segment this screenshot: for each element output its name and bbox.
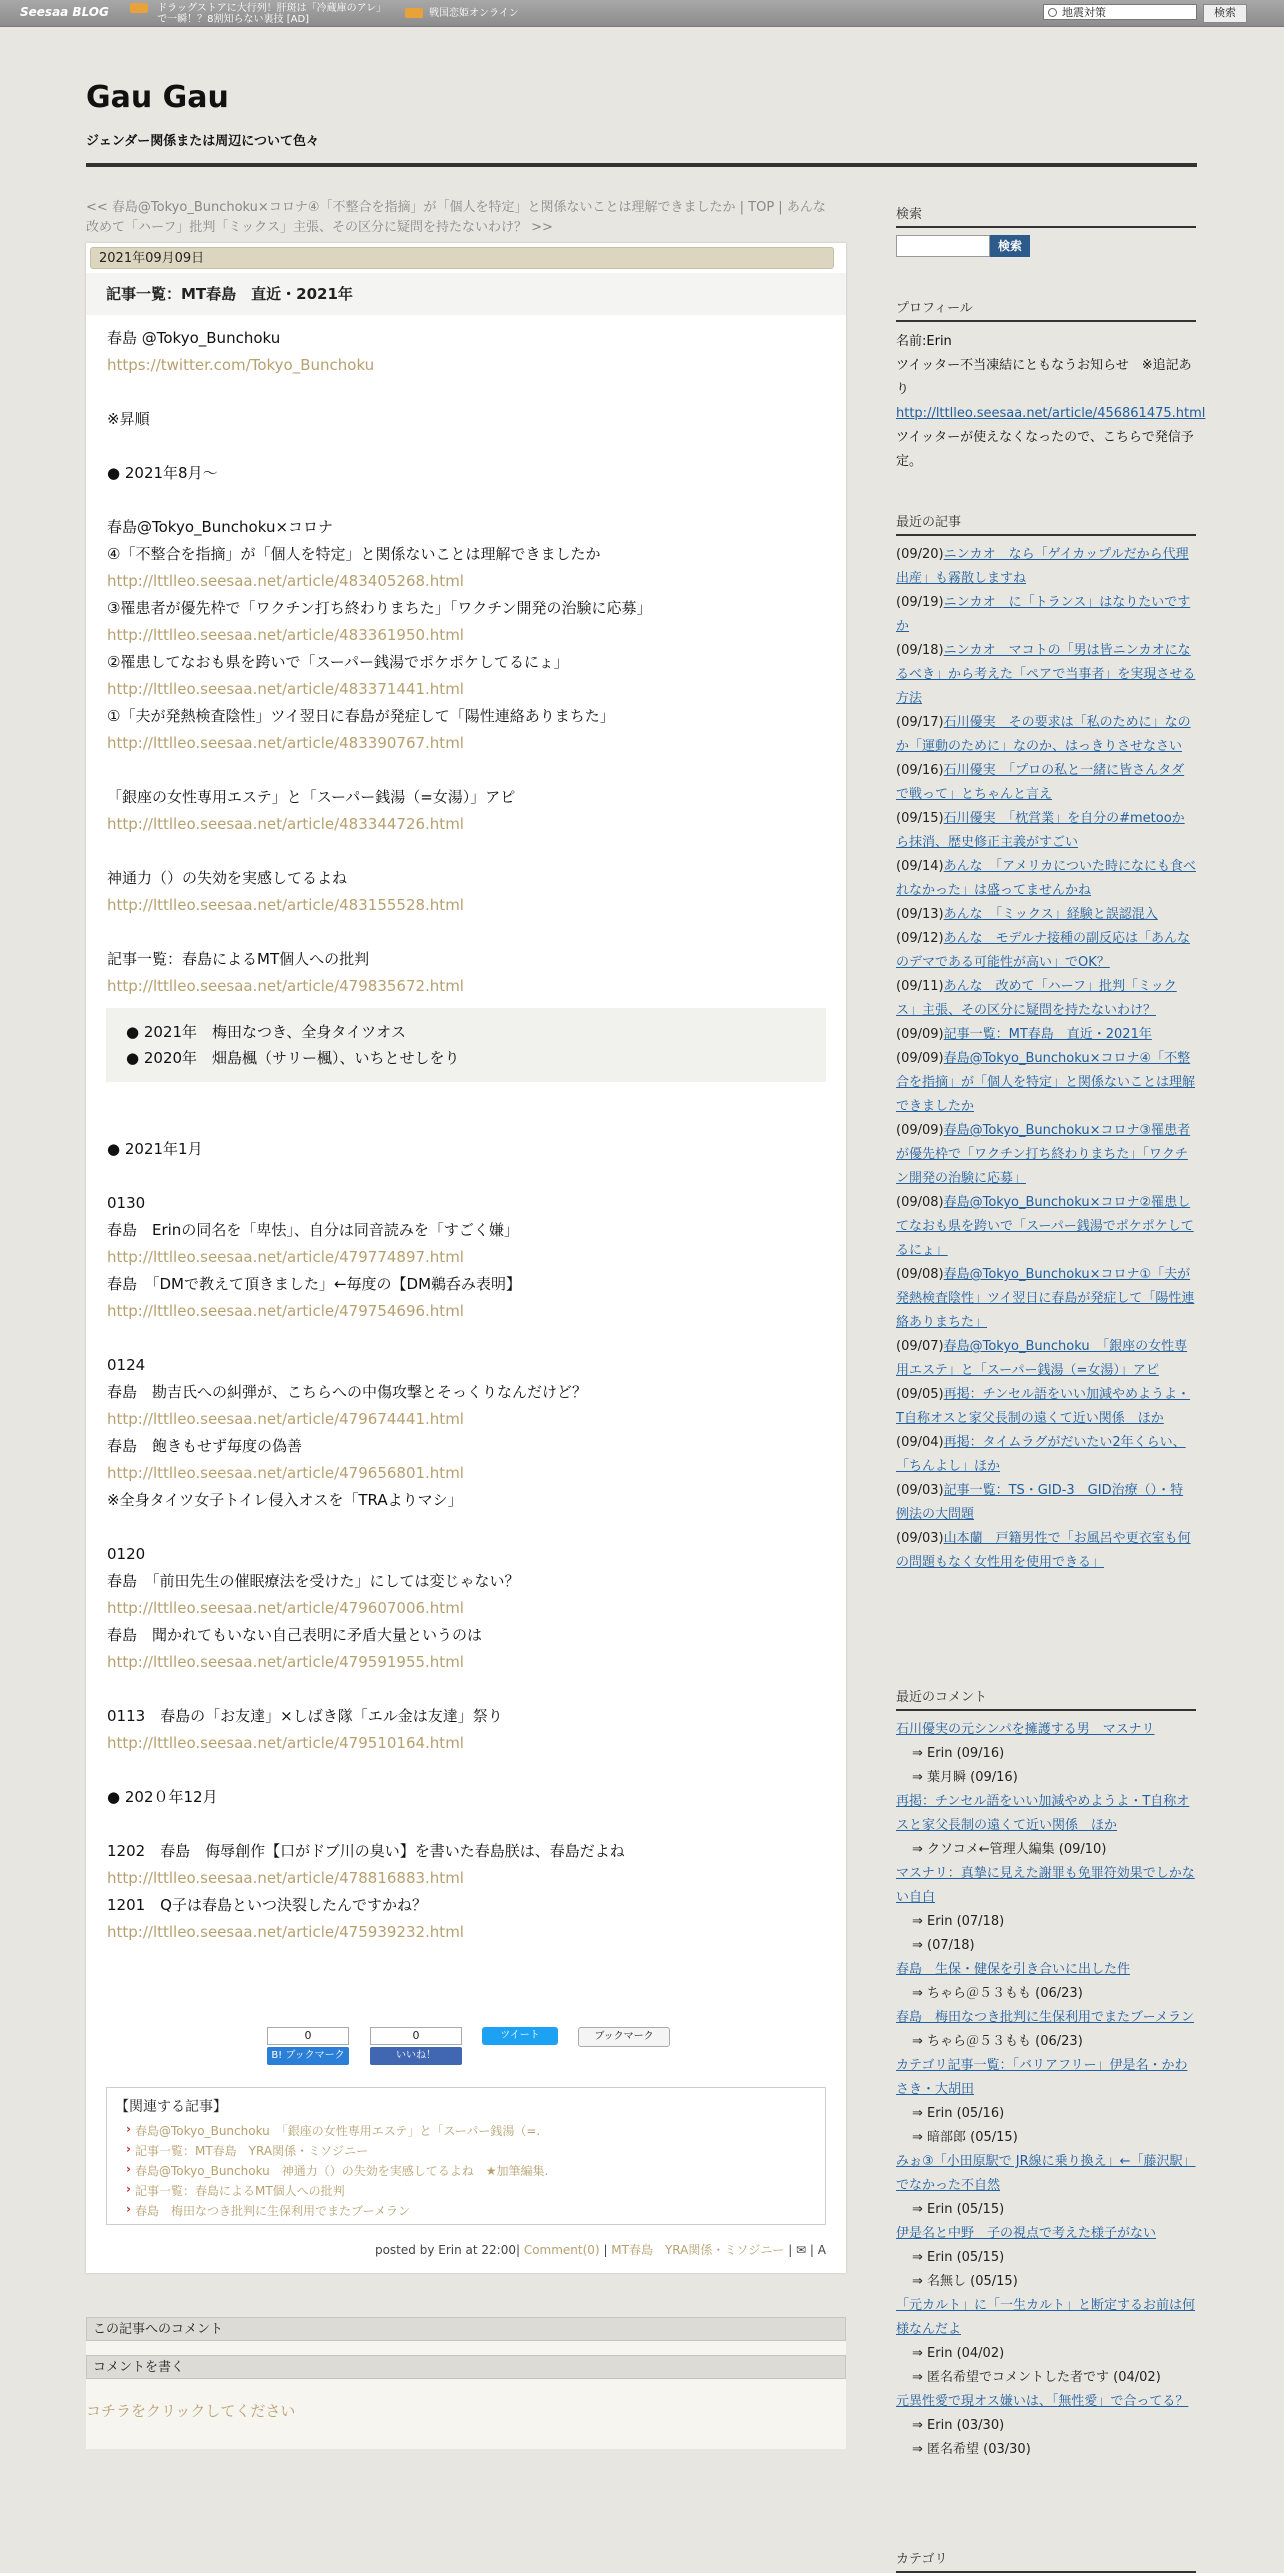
article-link[interactable]: http://lttlleo.seesaa.net/article/479674441.html: [107, 1410, 464, 1428]
profile-note: ツイッターが使えなくなったので、こちらで発信予定。: [896, 430, 1194, 469]
entry-text-line: 1201 Q子は春島といつ決裂したんですかね？: [107, 1896, 427, 1914]
recent-article-item: [896, 1335, 1196, 1383]
comment-reply-link[interactable]: ⇒ ちゃら＠５３もも (06/23): [912, 2034, 1083, 2049]
commented-article-link[interactable]: マスナリ：真摯に見えた謝罪も免罪符効果でしかない自白: [896, 1866, 1195, 1905]
profile-title: プロフィール: [896, 297, 1196, 322]
recent-article-date: (09/03): [896, 1531, 944, 1546]
recent-article-link[interactable]: 石川優実 その要求は「私のために」なのか「運動のために」なのか、はっきりさせなさい: [896, 715, 1191, 754]
mail-icon[interactable]: ✉: [796, 2243, 807, 2257]
recent-article-date: (09/09): [896, 1027, 944, 1042]
entry-text-line: 春島 Erinの同名を「卑怯」、自分は同音読みを「すごく嫌」: [107, 1221, 519, 1239]
recent-article-date: (09/15): [896, 811, 944, 826]
ad-line-1: ドラッグストアに大行列！肝斑は「冷蔵庫のアレ」: [157, 3, 387, 14]
top-search-button[interactable]: 検索: [1203, 4, 1247, 23]
site-description: ジェンダー関係または周辺について色々: [86, 134, 319, 149]
recent-article-date: (09/14): [896, 859, 944, 874]
commented-article-link[interactable]: 「元カルト」に「一生カルト」と断定するお前は何様なんだよ: [896, 2298, 1196, 2337]
article-link[interactable]: http://lttlleo.seesaa.net/article/479510164.html: [107, 1734, 464, 1752]
recent-article-date: (09/16): [896, 763, 944, 778]
commented-article-link[interactable]: みぉ③「小田原駅で JR線に乗り換え」←「藤沢駅」でなかった不自然: [896, 2154, 1196, 2193]
recent-article-date: (09/09): [896, 1051, 944, 1066]
recent-article-item: [896, 543, 1196, 591]
entry-text-line: 0120: [107, 1545, 146, 1563]
comment-reply-link[interactable]: ⇒ Erin (05/16): [912, 2106, 1005, 2121]
recent-article-link[interactable]: ニンカオ マコトの「男は皆ニンカオになるべき」から考えた「ペアで当事者」を実現させる方法: [896, 643, 1196, 706]
recent-article-item: [896, 807, 1196, 855]
recent-article-date: (09/13): [896, 907, 944, 922]
profile-block: [896, 330, 1206, 474]
recent-article-item: [896, 1383, 1196, 1431]
hatena-bookmark-button[interactable]: [267, 2027, 349, 2063]
category-title: カテゴリ: [896, 2548, 1196, 2573]
recent-article-date: (09/20): [896, 547, 944, 562]
commented-article-link[interactable]: カテゴリ記事一覧：「バリアフリー」伊是名・かわさき・大胡田: [896, 2058, 1188, 2097]
nav-separator: |: [778, 200, 783, 215]
recent-article-link[interactable]: 春島@Tokyo_Bunchoku×コロナ②罹患してなおも県を跨いで「スーパー銭湯でポケポケしてるにょ」: [896, 1195, 1194, 1258]
entry-text-line: ③罹患者が優先枠で「ワクチン打ち終わりまちた」「ワクチン開発の治験に応募」: [107, 599, 652, 617]
entry-text-line: 神通力（）の失効を実感してるよね: [107, 869, 348, 887]
entry-text-line: 春島 飽きもせず毎度の偽善: [107, 1437, 303, 1455]
article-link[interactable]: http://lttlleo.seesaa.net/article/479656801.html: [107, 1464, 464, 1482]
recent-article-item: [896, 1047, 1196, 1119]
comment-reply-link[interactable]: ⇒ 名無し (05/15): [912, 2274, 1018, 2289]
recent-article-date: (09/08): [896, 1195, 944, 1210]
recent-article-item: [896, 591, 1196, 639]
article-link[interactable]: http://lttlleo.seesaa.net/article/483155528.html: [107, 896, 464, 914]
recent-comments-list: [896, 1718, 1196, 2462]
search-value: 地震対策: [1062, 6, 1106, 19]
related-link[interactable]: › 記事一覧：MT春島 YRA関係・ミソジニー: [135, 2142, 368, 2159]
recent-article-item: [896, 1263, 1196, 1335]
comments-heading: この記事へのコメント: [86, 2317, 846, 2341]
article-link[interactable]: http://lttlleo.seesaa.net/article/483361950.html: [107, 626, 464, 644]
recent-articles-list: [896, 543, 1196, 1575]
recent-article-link[interactable]: 再掲：チンセル語をいい加減やめようよ・T自称オスと家父長制の遠くて近い関係 ほか: [896, 1387, 1190, 1426]
related-title: 【関連する記事】: [115, 2099, 227, 2115]
quote-line: ● 2021年 梅田なつき、全身タイツオス: [126, 1023, 406, 1041]
ad-link-2[interactable]: [405, 8, 519, 19]
recent-articles-title: 最近の記事: [896, 511, 1196, 536]
article-link[interactable]: http://lttlleo.seesaa.net/article/479591955.html: [107, 1653, 464, 1671]
facebook-count: 0: [370, 2027, 462, 2045]
recent-article-item: [896, 903, 1196, 927]
recent-article-link[interactable]: ニンカオ に「トランス」はなりたいですか: [896, 595, 1191, 634]
article-link[interactable]: http://lttlleo.seesaa.net/article/475939232.html: [107, 1923, 464, 1941]
recent-article-item: [896, 759, 1196, 807]
comment-reply-link[interactable]: ⇒ Erin (09/16): [912, 1746, 1005, 1761]
recent-article-item: [896, 975, 1196, 1023]
comment-reply-link[interactable]: ⇒ クソコメ←管理人編集 (09/10): [912, 1842, 1107, 1857]
facebook-like-button[interactable]: [370, 2027, 462, 2063]
recent-article-item: [896, 711, 1196, 759]
entry-text-line: 1202 春島 侮辱創作【口がドブ川の臭い】を書いた春島朕は、春島だよね: [107, 1842, 625, 1860]
related-articles: [106, 2087, 826, 2225]
entry-title: 記事一覧：MT春島 直近・2021年: [86, 273, 846, 315]
tweet-button[interactable]: ツイート: [482, 2027, 558, 2045]
recent-article-link[interactable]: 春島@Tokyo_Bunchoku×コロナ④「不整合を指摘」が「個人を特定」と関係ないことは理解できましたか: [896, 1051, 1196, 1114]
related-link[interactable]: › 春島@Tokyo_Bunchoku 神通力（）の失効を実感してるよね ★加筆編集.: [135, 2162, 548, 2179]
article-link[interactable]: http://lttlleo.seesaa.net/article/479835672.html: [107, 977, 464, 995]
comment-reply-link[interactable]: ⇒ 匿名希望でコメントした者です (04/02): [912, 2370, 1161, 2385]
write-comment-link[interactable]: コチラをクリックしてください: [86, 2402, 296, 2420]
recent-article-date: (09/08): [896, 1267, 944, 1282]
recent-article-date: (09/19): [896, 595, 944, 610]
recent-article-link[interactable]: ニンカオ なら「ゲイカップルだから代理出産」も霧散しますね: [896, 547, 1189, 586]
top-search-input[interactable]: [1043, 4, 1197, 20]
article-link[interactable]: http://lttlleo.seesaa.net/article/479774897.html: [107, 1248, 464, 1266]
entry-text-line: 春島 勘吉氏への糾弾が、こちらへの中傷攻撃とそっくりなんだけど？: [107, 1383, 588, 1401]
hatena-label: B! ブックマーク: [267, 2047, 349, 2065]
entry-text-line: ④「不整合を指摘」が「個人を特定」と関係ないことは理解できましたか: [107, 545, 601, 563]
comment-reply-link[interactable]: ⇒ Erin (04/02): [912, 2346, 1005, 2361]
recent-article-item: [896, 1119, 1196, 1191]
comment-reply-link[interactable]: ⇒ 暗部郎 (05/15): [912, 2130, 1018, 2145]
site-title[interactable]: Gau Gau: [86, 80, 229, 115]
recent-article-item: [896, 1191, 1196, 1263]
commented-article-link[interactable]: 再掲：チンセル語をいい加減やめようよ・T自称オスと家父長制の遠くて近い関係 ほか: [896, 1794, 1190, 1833]
recent-article-link[interactable]: 山本蘭 戸籍男性で「お風呂や更衣室も何の問題もなく女性用を使用できる」: [896, 1531, 1191, 1570]
comment-section: [86, 2317, 846, 2449]
write-comment-heading: コメントを書く: [86, 2355, 846, 2379]
hatena-count: 0: [267, 2027, 349, 2045]
commented-article-link[interactable]: 春島 生保・健保を引き合いに出した件: [896, 1962, 1131, 1977]
profile-name: 名前:Erin: [896, 334, 952, 349]
recent-article-link[interactable]: あんな モデルナ接種の副反応は「あんなのデマである可能性が高い」でOK？: [896, 931, 1190, 970]
ad-icon: [405, 8, 423, 18]
facebook-label: いいね！: [370, 2047, 462, 2065]
entry-text-line: 0124: [107, 1356, 146, 1374]
related-link[interactable]: › 春島@Tokyo_Bunchoku 「銀座の女性専用エステ」と「スーパー銭湯（=.: [135, 2122, 540, 2139]
nav-separator: |: [739, 200, 744, 215]
text-size-icon[interactable]: A: [817, 2243, 826, 2257]
entry-text-line: 0130: [107, 1194, 146, 1212]
article-link[interactable]: http://lttlleo.seesaa.net/article/483390767.html: [107, 734, 464, 752]
prev-entry-link[interactable]: << 春島@Tokyo_Bunchoku×コロナ④「不整合を指摘」が「個人を特定」と関係ないことは理解できましたか: [86, 200, 736, 215]
recent-article-date: (09/18): [896, 643, 944, 658]
recent-article-date: (09/09): [896, 1123, 944, 1138]
service-logo[interactable]: Seesaa BLOG: [20, 5, 109, 19]
recent-article-link[interactable]: 記事一覧：MT春島 直近・2021年: [943, 1027, 1152, 1042]
recent-article-item: [896, 855, 1196, 903]
comment-reply-link[interactable]: ⇒ 葉月瞬 (09/16): [912, 1770, 1018, 1785]
recent-article-date: (09/05): [896, 1387, 944, 1402]
comment-reply-link[interactable]: ⇒ Erin (05/15): [912, 2250, 1005, 2265]
entry-text-line: ※全身タイツ女子トイレ侵入オスを「TRAよりマシ」: [107, 1491, 463, 1509]
article-link[interactable]: http://lttlleo.seesaa.net/article/483344726.html: [107, 815, 464, 833]
posted-by: posted by Erin at 22:00: [374, 2243, 516, 2257]
entry-text-line: 0113 春島の「お友達」×しばき隊「エル金は友達」祭り: [107, 1707, 503, 1725]
profile-notice: ツイッター不当凍結にともなうお知らせ ※追記あり: [896, 358, 1192, 397]
entry-text-line: 春島 @Tokyo_Bunchoku: [107, 329, 281, 347]
entry-navigation: [86, 198, 846, 238]
comment-reply-link[interactable]: ⇒ Erin (03/30): [912, 2418, 1005, 2433]
entry-text-line: 記事一覧：春島によるMT個人への批判: [107, 950, 370, 968]
sidebar-search-button[interactable]: 検索: [990, 235, 1030, 257]
recent-article-item: [896, 927, 1196, 975]
recent-article-link[interactable]: あんな 「アメリカについた時になにも食べれなかった」は盛ってませんかね: [896, 859, 1196, 898]
comment-reply-link[interactable]: ⇒ Erin (07/18): [912, 1914, 1005, 1929]
recent-article-date: (09/04): [896, 1435, 944, 1450]
recent-article-item: [896, 639, 1196, 711]
article-link[interactable]: http://lttlleo.seesaa.net/article/478816883.html: [107, 1869, 464, 1887]
recent-article-link[interactable]: 春島@Tokyo_Bunchoku 「銀座の女性専用エステ」と「スーパー銭湯（=女湯）」アピ: [896, 1339, 1188, 1378]
recent-article-link[interactable]: 石川優実 「プロの私と一緒に皆さんタダで戦って」とちゃんと言え: [896, 763, 1185, 802]
entry-text-line: 春島 「DMで教えて頂きました」←毎度の【DM鵜呑み表明】: [107, 1275, 522, 1293]
recent-article-link[interactable]: 再掲：タイムラグがだいたい2年くらい、「ちんよし」ほか: [896, 1435, 1186, 1474]
ad-icon: [130, 3, 148, 13]
top-link[interactable]: TOP: [748, 200, 775, 215]
sidebar-search-input[interactable]: [896, 235, 990, 257]
entry-box: [86, 243, 846, 2273]
entry-text-line: 春島 聞かれてもいない自己表明に矛盾大量というのは: [107, 1626, 483, 1644]
article-link[interactable]: http://lttlleo.seesaa.net/article/479607006.html: [107, 1599, 464, 1617]
entry-text-line: ①「夫が発熱検査陰性」ツイ翌日に春島が発症して「陽性連絡ありまちた」: [107, 707, 615, 725]
recent-article-link[interactable]: 石川優実 「枕営業」を自分の#metooから抹消、歴史修正主義がすごい: [896, 811, 1185, 850]
entry-text-line: ※昇順: [107, 410, 150, 428]
quote-block: [106, 1008, 826, 1082]
article-link[interactable]: http://lttlleo.seesaa.net/article/479754696.html: [107, 1302, 464, 1320]
recent-article-item: [896, 1431, 1196, 1479]
comment-reply-link[interactable]: ⇒ Erin (05/15): [912, 2202, 1005, 2217]
ad-text-2: 戦国恋姫オンライン: [429, 8, 519, 19]
recent-comments-title: 最近のコメント: [896, 1686, 1196, 1711]
recent-article-link[interactable]: 春島@Tokyo_Bunchoku×コロナ①「夫が発熱検査陰性」ツイ翌日に春島が発症して「陽性連絡ありまちた」: [896, 1267, 1195, 1330]
commented-article-link[interactable]: 石川優実の元シンパを擁護する男 マスナリ: [896, 1722, 1155, 1737]
entry-text-line: ● 2021年1月: [107, 1140, 203, 1158]
next-entry-link[interactable]: あんな 改めて「ハーフ」批判「ミックス」主張、その区分に疑問を持たないわけ？ >>: [86, 200, 839, 235]
entry-text-line: ②罹患してなおも県を跨いで「スーパー銭湯でポケポケしてるにょ」: [107, 653, 569, 671]
recent-article-link[interactable]: 春島@Tokyo_Bunchoku×コロナ③罹患者が優先枠で「ワクチン打ち終わりまちた」「ワクチン開発の治験に応募」: [896, 1123, 1191, 1186]
recent-article-date: (09/17): [896, 715, 944, 730]
recent-article-link[interactable]: 記事一覧：TS・GID-3 GID治療（）・特例法の大問題: [896, 1483, 1184, 1522]
blog-service-bar: [0, 0, 1284, 27]
posted-footer: posted by Erin at 22:00| Comment(0) | MT春島 YRA関係・ミソジニー | ✉ | A: [374, 2243, 826, 2257]
recent-article-date: (09/03): [896, 1483, 944, 1498]
comment-reply-link[interactable]: ⇒ ちゃら＠５３もも (06/23): [912, 1986, 1083, 2001]
comment-count-link[interactable]: Comment(0): [523, 2243, 600, 2257]
entry-text-line: 「銀座の女性専用エステ」と「スーパー銭湯（=女湯）」アピ: [107, 788, 516, 806]
sidebar-search-title: 検索: [896, 203, 1196, 228]
recent-article-link[interactable]: あんな 「ミックス」経験と誤認混入: [943, 907, 1158, 922]
entry-date: 2021年09月09日: [90, 247, 834, 269]
recent-article-date: (09/12): [896, 931, 944, 946]
ad-line-2: で一瞬！？8割知らない裏技 [AD]: [157, 14, 310, 25]
commented-article-link[interactable]: 春島 梅田なつき批判に生保利用でまたブーメラン: [896, 2010, 1194, 2025]
recent-article-item: [896, 1479, 1196, 1527]
entry-text-line: ● 202０年12月: [107, 1788, 218, 1806]
quote-line: ● 2020年 畑島楓（サリー楓）、いちとせしをり: [126, 1049, 460, 1067]
recent-article-date: (09/07): [896, 1339, 944, 1354]
related-link[interactable]: › 記事一覧：春島によるMT個人への批判: [135, 2182, 345, 2199]
article-link[interactable]: http://lttlleo.seesaa.net/article/483405268.html: [107, 572, 464, 590]
article-link[interactable]: http://lttlleo.seesaa.net/article/483371441.html: [107, 680, 464, 698]
profile-link[interactable]: http://lttlleo.seesaa.net/article/456861475.html: [896, 406, 1206, 421]
ad-link-1[interactable]: [130, 3, 386, 25]
recent-article-link[interactable]: あんな 改めて「ハーフ」批判「ミックス」主張、その区分に疑問を持たないわけ？: [896, 979, 1177, 1018]
commented-article-link[interactable]: 元異性愛で現オス嫌いは、「無性愛」で合ってる？: [896, 2394, 1189, 2409]
header-divider: [86, 163, 1197, 167]
commented-article-link[interactable]: 伊是名と中野 子の視点で考えた様子がない: [896, 2226, 1157, 2241]
entry-text-line: 春島 「前田先生の催眠療法を受けた」にしては変じゃない？: [107, 1572, 520, 1590]
entry-text-line: ● 2021年8月～: [107, 464, 218, 482]
recent-article-item: [896, 1023, 1196, 1047]
bookmark-button[interactable]: ブックマーク: [578, 2027, 670, 2047]
entry-text-line: 春島@Tokyo_Bunchoku×コロナ: [107, 518, 334, 536]
recent-article-date: (09/11): [896, 979, 944, 994]
recent-article-item: [896, 1527, 1196, 1575]
related-link[interactable]: › 春島 梅田なつき批判に生保利用でまたブーメラン: [135, 2202, 410, 2219]
article-link[interactable]: https://twitter.com/Tokyo_Bunchoku: [107, 356, 375, 374]
comment-reply-link[interactable]: ⇒ 匿名希望 (03/30): [912, 2442, 1031, 2457]
comment-reply-link[interactable]: ⇒ (07/18): [912, 1938, 975, 1953]
category-link[interactable]: MT春島 YRA関係・ミソジニー: [611, 2243, 785, 2257]
